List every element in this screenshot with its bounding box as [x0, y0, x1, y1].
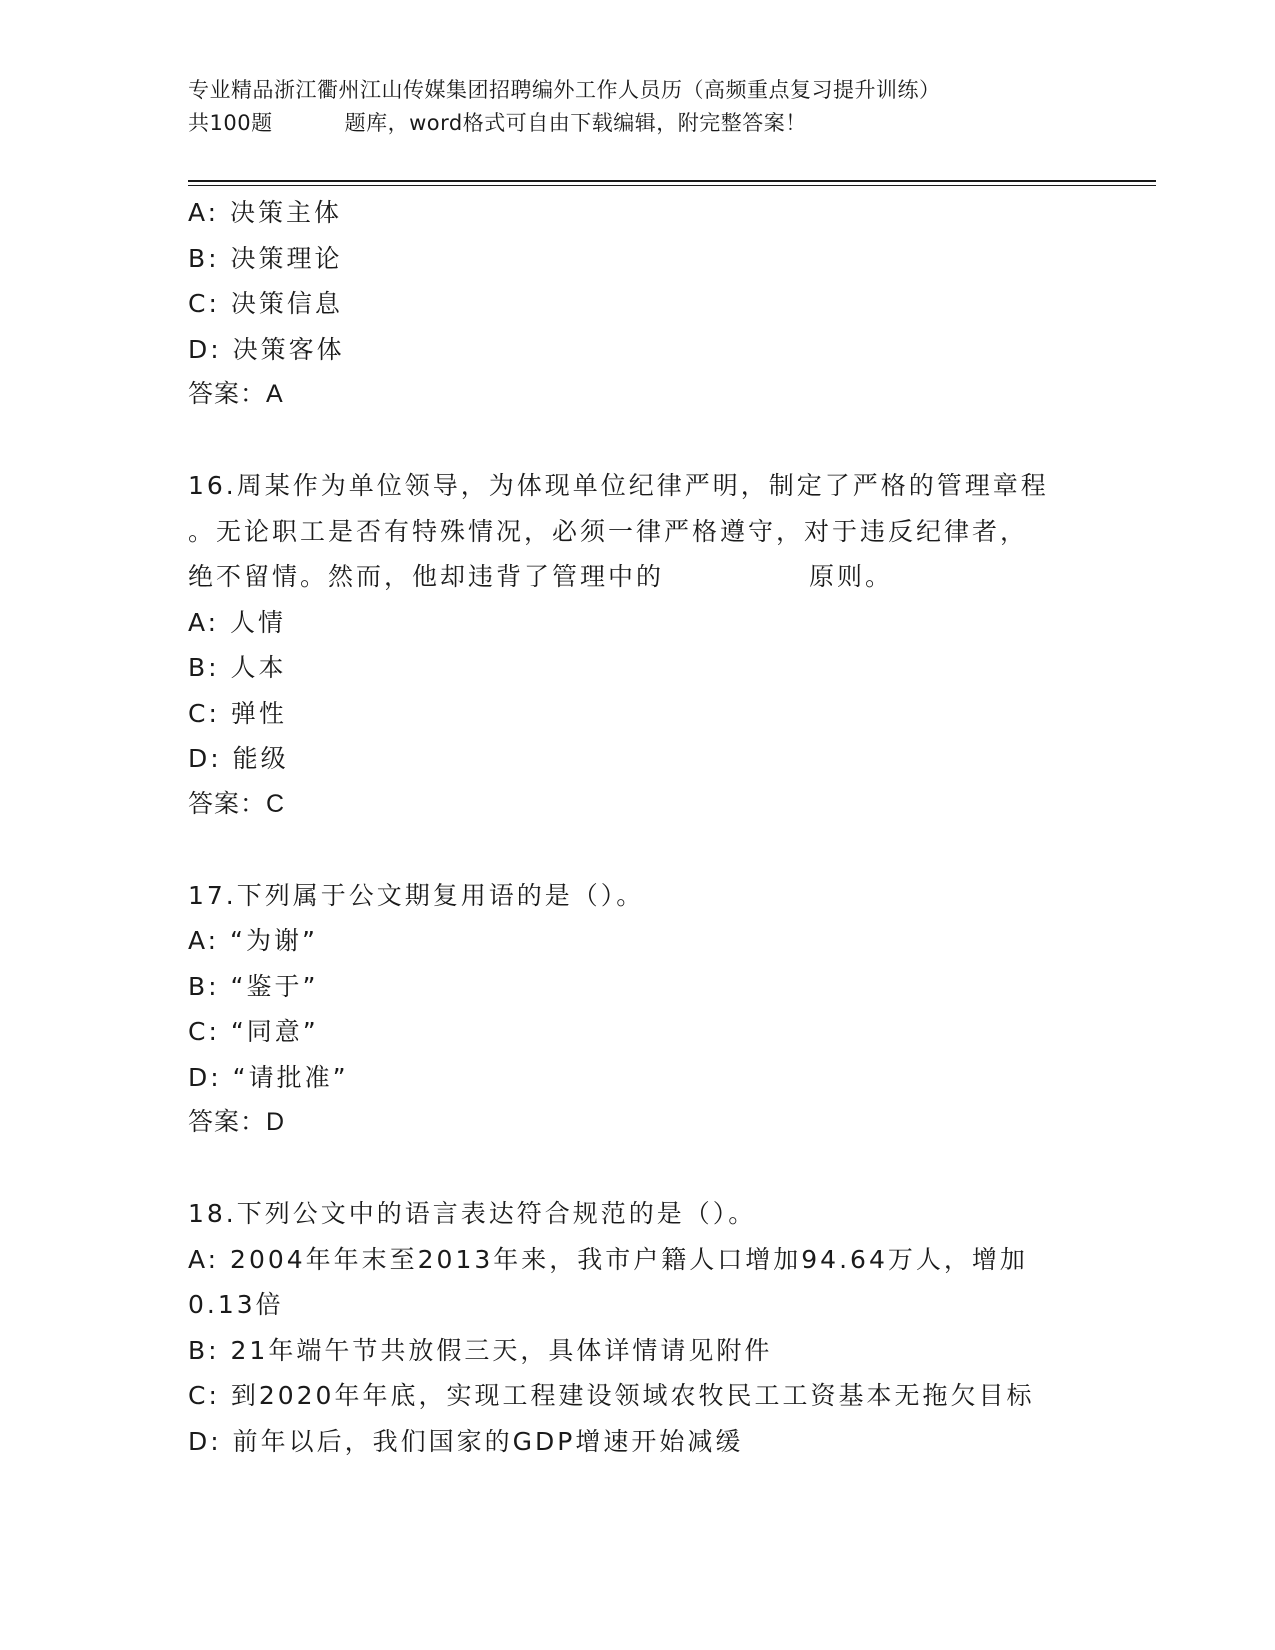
- q16-answer: 答案：C: [188, 789, 286, 818]
- q15-option-a: A: 决策主体: [188, 198, 343, 227]
- header-description: 题库，word格式可自由下载编辑，附完整答案！: [344, 111, 807, 135]
- q18-option-c: C: 到2020年年底，实现工程建设领域农牧民工工资基本无拖欠目标: [188, 1381, 1035, 1410]
- q18-option-a-line2: 0.13倍: [188, 1290, 284, 1319]
- q17-option-b: B: “鉴于”: [188, 971, 319, 1001]
- q15-option-c: C: 决策信息: [188, 289, 343, 318]
- q17-option-c: C: “同意”: [188, 1017, 319, 1046]
- q18-option-d: D: 前年以后，我们国家的GDP增速开始减缓: [188, 1426, 744, 1456]
- q17-answer: 答案：D: [188, 1108, 286, 1136]
- q17-option-a: A: “为谢”: [188, 926, 318, 955]
- question-content: [188, 190, 1088, 1464]
- q15-option-d: D: 决策客体: [188, 334, 345, 364]
- q17-option-d: D: “请批准”: [188, 1062, 349, 1092]
- q16-option-c: C: 弹性: [188, 698, 287, 728]
- q16-stem-line3: [188, 554, 1088, 600]
- header-title-line: 专业精品浙江衢州江山传媒集团招聘编外工作人员历（高频重点复习提升训练）: [188, 78, 941, 102]
- header-divider-thick: [188, 180, 1156, 182]
- q17-stem: 17.下列属于公文期复用语的是（）。: [188, 880, 645, 910]
- q18-option-b: B: 21年端午节共放假三天，具体详情请见附件: [188, 1335, 773, 1365]
- q16-stem-line3-after-blank: 原则。: [809, 562, 894, 591]
- q18-stem: 18.下列公文中的语言表达符合规范的是（）。: [188, 1199, 757, 1228]
- document-header: [188, 74, 1168, 140]
- header-subtitle-line: [188, 107, 1168, 140]
- q16-stem-line3-before-blank: 绝不留情。然而，他却违背了管理中的: [188, 562, 665, 591]
- q16-option-a: A: 人情: [188, 607, 287, 637]
- q16-stem-line1: 16.周某作为单位领导，为体现单位纪律严明，制定了严格的管理章程: [188, 471, 1049, 500]
- header-divider-thin: [188, 185, 1156, 186]
- q16-option-d: D: 能级: [188, 744, 289, 773]
- q16-option-b: B: 人本: [188, 653, 287, 682]
- q15-option-b: B: 决策理论: [188, 243, 343, 273]
- q18-option-a-line1: A: 2004年年末至2013年来，我市户籍人口增加94.64万人，增加: [188, 1244, 1028, 1274]
- q15-answer: 答案：A: [188, 380, 284, 408]
- q16-stem-line2: 。无论职工是否有特殊情况，必须一律严格遵守，对于违反纪律者，: [188, 516, 1029, 546]
- header-count: 共100题: [188, 111, 273, 135]
